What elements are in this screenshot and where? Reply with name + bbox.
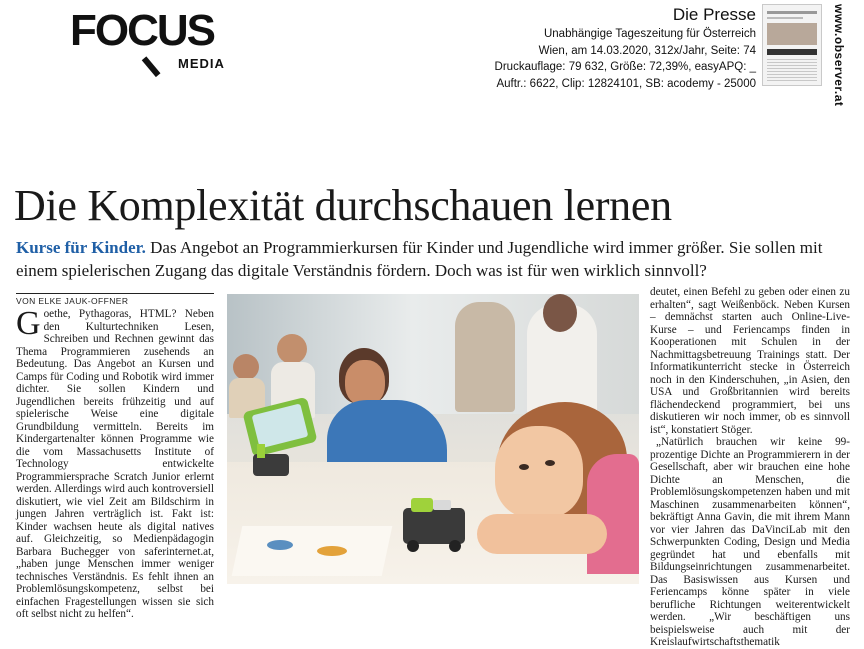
paragraph: [16, 305, 214, 621]
lede-kicker: Kurse für Kinder.: [16, 238, 146, 257]
publication-name: Die Presse: [672, 5, 756, 24]
paragraph-text: oethe, Pythagoras, HTML? Neben den Kulturtechniken Lesen, Schreiben und Rechnen gewinnt das Thema Programmieren zusehends an Bedeutung. Das Angebot an Kursen und Camps für Coding und Robotik wird immer dichter. Sie sollen Kindern und Jugendlichen bereits frühzeitig und auf spielerische Weise eine digitale Grundbildung vermitteln. Bereits im Kindergartenalter können Programme wie die vom Massachusetts Institute of Technology entwickelte Programmiersprache Scratch Junior erlernt werden. Allerdings wird auch kontroversiell diskutiert, wie viel Zeit am Bildschirm in jungen Jahren verträglich ist. Fakt ist: Kinder wachsen heute als digital natives auf. Gleichzeitig, so Medienpädagogin Barbara Buchegger von saferinternet.at, „haben junge Menschen immer weniger technisches Verständnis. Es fehlt ihnen an Problemlösungskompetenz, selbst bei einfachen Fragestellungen wissen sie sich oft selbst nicht zu helfen“.: [16, 308, 214, 620]
meta-line: Auftr.: 6622, Clip: 12824101, SB: acodemy - 25000: [496, 77, 756, 90]
focus-media-logo: [70, 6, 225, 76]
paragraph: deutet, einen Befehl zu geben oder einen zu erhalten“, sagt Weißenböck. Neben Kursen – demnächst starten auch Online-Live-Kurse – und Feriencamps finden in Kooperationen mit Schulen in der Nachmittagsbetreuung Trainings statt. Der Informatikunterricht stecke in Österreich noch in den Kinderschuhen, „in Asien, den USA und Großbritannien wird bereits flächendeckend programmiert, bei uns diskutieren wir noch immer, ob es sinnvoll ist“, konstatiert Stöger.: [650, 286, 850, 436]
article-lede: [16, 236, 836, 282]
byline: VON ELKE JAUK-OFFNER: [16, 293, 214, 306]
logo-word: FOCUS: [70, 6, 214, 55]
dropcap: G: [16, 305, 41, 342]
lede-text: Das Angebot an Programmierkursen für Kinder und Jugendliche wird immer größer. Sie sollen mit einem spielerischen Zugang das digitale Verständnis fördern. Doch was ist für wen wirklich sinnvoll?: [16, 238, 823, 280]
observer-url: www.observer.at: [832, 4, 846, 107]
meta-line: Druckauflage: 79 632, Größe: 72,39%, easyAPQ: _: [494, 61, 756, 73]
article-column-3: [650, 286, 850, 648]
paragraph: „Natürlich brauchen wir keine 99-prozentige Dichte an Programmierern in der Gesellschaft, aber wir brauchen eine hohe Dichte an Menschen, die Problemlösungskompetenzen haben und mit Maschinen zusammenarbeiten können“, bekräftigt Anna Gavin, die mit ihrem Mann vor vier Jahren das DaVinciLab mit den Schwerpunkten Coding, Design und Media gegründet hat und ebenfalls mit Bildungseinrichtungen zusammenarbeitet. Das Basiswissen aus Kursen und Feriencamps könne später in viele berufliche Richtungen weiterentwickelt werden. „Wir beschäftigen uns beispielsweise auch mit der Kreislaufwirtschaftsthematik: [650, 436, 850, 648]
article-headline: Die Komplexität durchschauen lernen: [14, 181, 672, 230]
page-thumbnail: [762, 4, 822, 86]
meta-line: Unabhängige Tageszeitung für Österreich: [543, 28, 756, 40]
article-column-1: [16, 305, 214, 620]
article-photo: [227, 294, 639, 584]
logo-sub: MEDIA: [178, 56, 225, 71]
meta-line: Wien, am 14.03.2020, 312x/Jahr, Seite: 74: [538, 44, 756, 57]
clip-metadata: [416, 4, 756, 92]
